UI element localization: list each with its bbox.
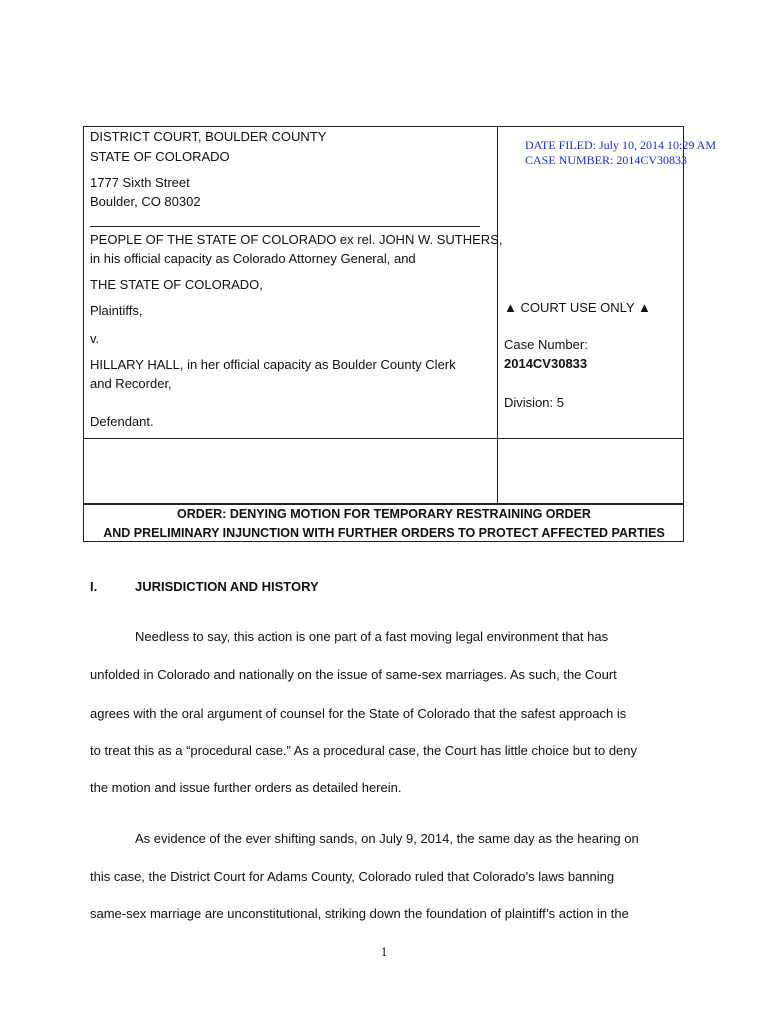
case-number-stamp: CASE NUMBER: 2014CV30833 [525, 153, 688, 167]
paragraph-1-line: the motion and issue further orders as detailed herein. [90, 780, 402, 795]
paragraph-1-line: agrees with the oral argument of counsel for the State of Colorado that the safest approach is [90, 706, 627, 721]
order-title-line-1: ORDER: DENYING MOTION FOR TEMPORARY RESTRAINING ORDER [177, 507, 591, 521]
page-number: 1 [380, 944, 388, 959]
paragraph-1-line: to treat this as a “procedural case.” As a procedural case, the Court has little choice but to deny [90, 743, 638, 758]
defendant-label: Defendant. [90, 414, 154, 429]
case-number-value: 2014CV30833 [504, 356, 588, 371]
plaintiff-line-1: PEOPLE OF THE STATE OF COLORADO ex rel. JOHN W. SUTHERS, [90, 232, 503, 247]
case-number-label: Case Number: [504, 337, 588, 352]
party-separator-line [90, 226, 480, 227]
caption-divider-vertical [497, 126, 498, 504]
paragraph-2-line: this case, the District Court for Adams County, Colorado ruled that Colorado’s laws banning [90, 869, 615, 884]
court-name: DISTRICT COURT, BOULDER COUNTY [90, 129, 327, 144]
paragraph-1-line: Needless to say, this action is one part of a fast moving legal environment that has [135, 629, 609, 644]
court-use-only-label: ▲ COURT USE ONLY ▲ [504, 300, 651, 315]
plaintiffs-label: Plaintiffs, [90, 303, 143, 318]
court-address-city: Boulder, CO 80302 [90, 194, 201, 209]
order-title-divider [83, 503, 684, 505]
section-title: JURISDICTION AND HISTORY [135, 579, 319, 594]
court-address-street: 1777 Sixth Street [90, 175, 190, 190]
division-label: Division: 5 [504, 395, 564, 410]
defendant-line-2: and Recorder, [90, 376, 172, 391]
date-filed-stamp: DATE FILED: July 10, 2014 10:29 AM [525, 138, 717, 152]
plaintiff-line-2: in his official capacity as Colorado Attorney General, and [90, 251, 416, 266]
paragraph-2-line: As evidence of the ever shifting sands, on July 9, 2014, the same day as the hearing on [135, 831, 639, 846]
court-state: STATE OF COLORADO [90, 149, 230, 164]
paragraph-2-line: same-sex marriage are unconstitutional, striking down the foundation of plaintiff’s action in the [90, 906, 629, 921]
caption-divider-horizontal [83, 438, 684, 439]
defendant-line-1: HILLARY HALL, in her official capacity as Boulder County Clerk [90, 357, 456, 372]
versus: v. [90, 331, 100, 346]
order-title-line-2: AND PRELIMINARY INJUNCTION WITH FURTHER ORDERS TO PROTECT AFFECTED PARTIES [103, 526, 665, 540]
plaintiff-line-3: THE STATE OF COLORADO, [90, 277, 263, 292]
paragraph-1-line: unfolded in Colorado and nationally on the issue of same-sex marriages. As such, the Court [90, 667, 617, 682]
section-number: I. [90, 579, 98, 594]
